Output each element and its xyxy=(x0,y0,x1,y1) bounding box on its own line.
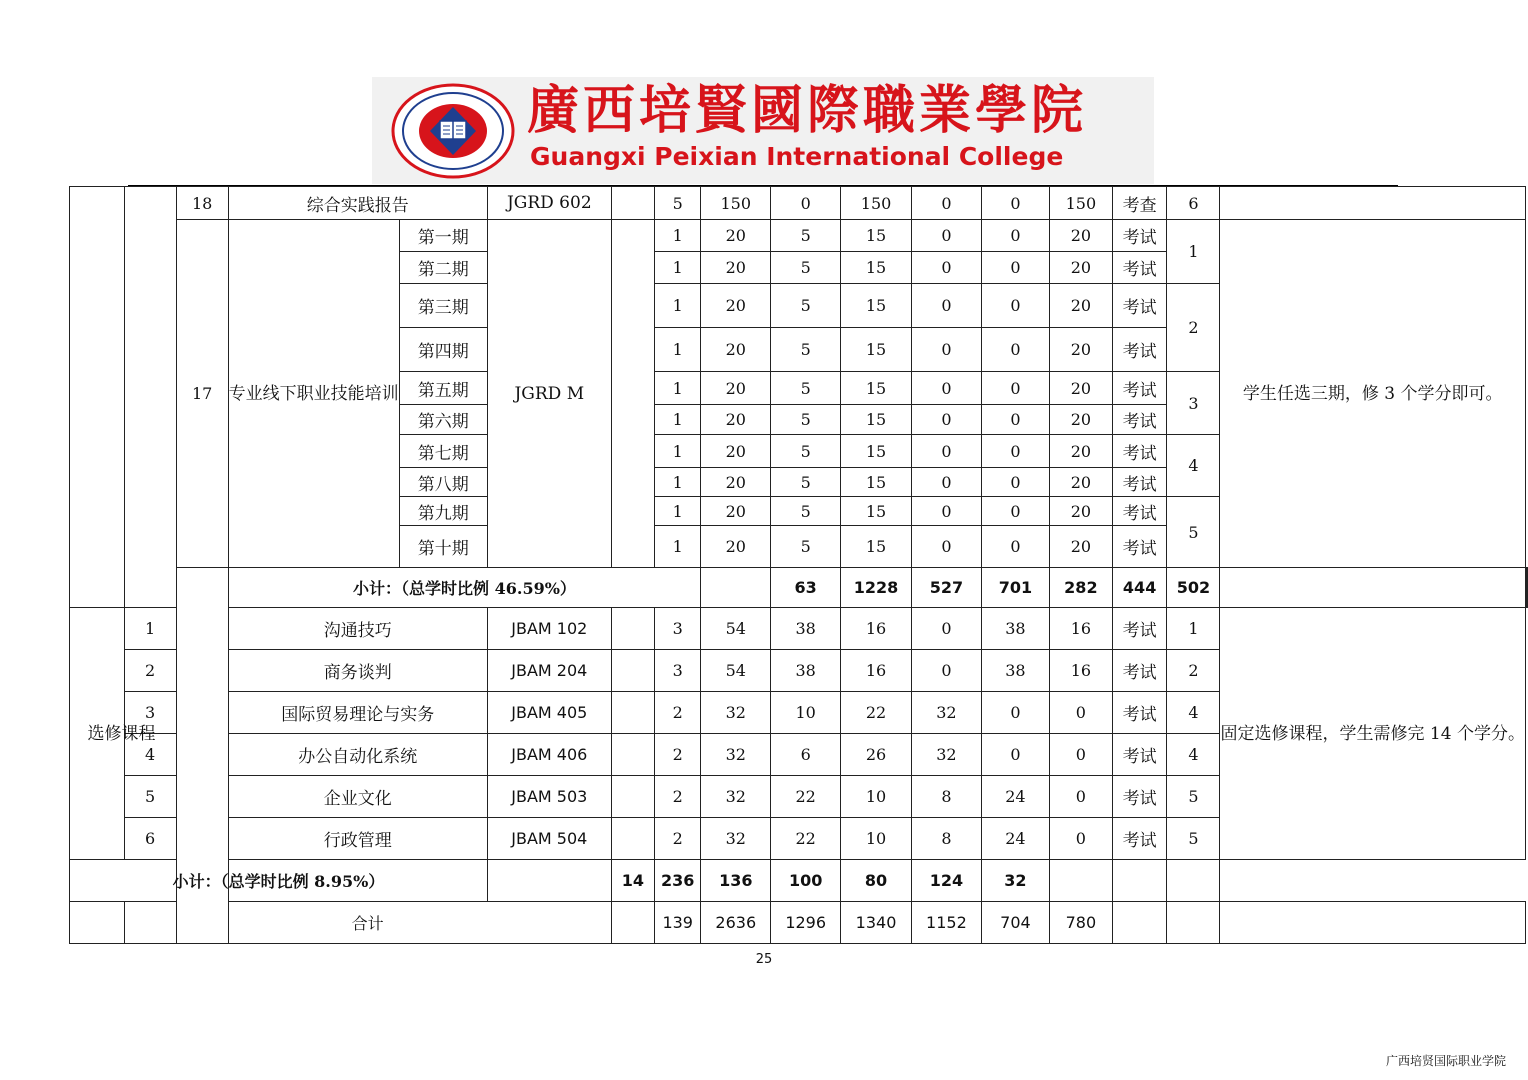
assessment-cell: 考查 xyxy=(1112,187,1167,220)
credits-cell: 2 xyxy=(655,776,701,818)
total-hours-cell: 150 xyxy=(701,187,771,220)
hours-c-cell: 0 xyxy=(911,220,981,252)
grand-total-label: 合计 xyxy=(124,902,611,944)
hours-c-cell: 8 xyxy=(911,818,981,860)
header-banner xyxy=(372,77,1154,184)
assessment-cell xyxy=(1049,860,1112,902)
note-cell xyxy=(1220,902,1526,944)
assessment-cell: 考试 xyxy=(1112,405,1167,435)
term-cell: 1 xyxy=(1167,608,1220,650)
assessment-cell: 考试 xyxy=(1112,468,1167,497)
hours-c-cell: 0 xyxy=(911,187,981,220)
subtotal-row xyxy=(70,568,1528,608)
hours-a-cell: 5 xyxy=(771,468,841,497)
course-name-cell: 商务谈判 xyxy=(228,650,487,692)
phase-label-cell: 第八期 xyxy=(399,468,487,497)
hours-e-cell: 32 xyxy=(981,860,1049,902)
blank-cell xyxy=(611,902,654,944)
assessment-cell: 考试 xyxy=(1112,252,1167,284)
blank-cell xyxy=(611,608,654,650)
course-code-cell: JGRD 602 xyxy=(487,187,611,220)
hours-a-cell: 5 xyxy=(771,252,841,284)
hours-c-cell: 1152 xyxy=(911,902,981,944)
hours-b-cell: 15 xyxy=(841,252,912,284)
hours-a-cell: 10 xyxy=(771,692,841,734)
assessment-cell: 考试 xyxy=(1112,776,1167,818)
assessment-cell: 考试 xyxy=(1112,497,1167,526)
hours-b-cell: 100 xyxy=(771,860,841,902)
page-number: 25 xyxy=(755,952,773,967)
hours-e-cell: 150 xyxy=(1049,187,1112,220)
blank-cell xyxy=(611,650,654,692)
hours-e-cell: 20 xyxy=(1049,405,1112,435)
hours-c-cell: 0 xyxy=(911,372,981,405)
term-cell xyxy=(1112,860,1167,902)
hours-d-cell: 444 xyxy=(1112,568,1167,608)
credits-cell: 1 xyxy=(655,328,701,372)
hours-a-cell: 136 xyxy=(701,860,771,902)
hours-b-cell: 15 xyxy=(841,405,912,435)
hours-d-cell: 704 xyxy=(981,902,1049,944)
hours-d-cell: 0 xyxy=(981,372,1049,405)
hours-e-cell: 0 xyxy=(1049,776,1112,818)
hours-d-cell: 0 xyxy=(981,497,1049,526)
term-cell: 4 xyxy=(1167,734,1220,776)
hours-c-cell: 0 xyxy=(911,328,981,372)
total-hours-cell: 20 xyxy=(701,328,771,372)
blank-cell xyxy=(487,860,611,902)
credits-cell: 63 xyxy=(771,568,841,608)
course-name-cell: 国际贸易理论与实务 xyxy=(228,692,487,734)
total-hours-cell: 32 xyxy=(701,818,771,860)
hours-a-cell: 527 xyxy=(911,568,981,608)
hours-d-cell: 24 xyxy=(981,818,1049,860)
assessment-cell xyxy=(1112,902,1167,944)
hours-c-cell: 80 xyxy=(841,860,912,902)
hours-a-cell: 22 xyxy=(771,776,841,818)
phase-label-cell: 第一期 xyxy=(399,220,487,252)
hours-b-cell: 15 xyxy=(841,497,912,526)
assessment-cell: 考试 xyxy=(1112,650,1167,692)
credits-cell: 1 xyxy=(655,435,701,468)
hours-b-cell: 1340 xyxy=(841,902,912,944)
blank-cell xyxy=(611,220,654,568)
outer-category-cell xyxy=(70,902,125,944)
hours-c-cell: 0 xyxy=(911,405,981,435)
credits-cell: 14 xyxy=(611,860,654,902)
blank-cell xyxy=(611,692,654,734)
hours-b-cell: 10 xyxy=(841,818,912,860)
hours-e-cell: 0 xyxy=(1049,734,1112,776)
hours-d-cell: 0 xyxy=(981,734,1049,776)
hours-e-cell: 0 xyxy=(1049,818,1112,860)
hours-a-cell: 0 xyxy=(771,187,841,220)
table-row xyxy=(70,608,1528,650)
hours-d-cell: 0 xyxy=(981,328,1049,372)
assessment-cell: 考试 xyxy=(1112,372,1167,405)
hours-e-cell: 20 xyxy=(1049,220,1112,252)
hours-c-cell: 32 xyxy=(911,734,981,776)
college-name-en: Guangxi Peixian International College xyxy=(530,142,1064,171)
seq-cell: 5 xyxy=(124,776,176,818)
term-cell xyxy=(1167,902,1220,944)
phase-label-cell: 第十期 xyxy=(399,526,487,568)
table-row xyxy=(70,187,1528,220)
term-cell: 1 xyxy=(1167,220,1220,284)
hours-d-cell: 0 xyxy=(981,284,1049,328)
hours-b-cell: 15 xyxy=(841,372,912,405)
hours-b-cell: 10 xyxy=(841,776,912,818)
phase-label-cell: 第六期 xyxy=(399,405,487,435)
blank-cell xyxy=(611,818,654,860)
course-name-cell: 专业线下职业技能培训 xyxy=(228,220,399,568)
course-code-cell: JBAM 504 xyxy=(487,818,611,860)
note-cell: 学生任选三期，修 3 个学分即可。 xyxy=(1220,220,1526,568)
assessment-cell: 考试 xyxy=(1112,608,1167,650)
phase-label-cell: 第二期 xyxy=(399,252,487,284)
hours-b-cell: 22 xyxy=(841,692,912,734)
hours-e-cell: 20 xyxy=(1049,252,1112,284)
total-hours-cell: 20 xyxy=(701,284,771,328)
hours-a-cell: 5 xyxy=(771,497,841,526)
credits-cell: 1 xyxy=(655,405,701,435)
credits-cell: 2 xyxy=(655,734,701,776)
phase-label-cell: 第九期 xyxy=(399,497,487,526)
curriculum-table xyxy=(69,186,1528,944)
total-hours-cell: 236 xyxy=(655,860,701,902)
hours-d-cell: 38 xyxy=(981,650,1049,692)
hours-d-cell: 0 xyxy=(981,220,1049,252)
credits-cell: 2 xyxy=(655,692,701,734)
seq-cell: 18 xyxy=(176,187,228,220)
seq-cell: 1 xyxy=(124,608,176,650)
hours-b-cell: 15 xyxy=(841,284,912,328)
hours-e-cell: 16 xyxy=(1049,650,1112,692)
assessment-cell: 考试 xyxy=(1112,818,1167,860)
phase-label-cell: 第三期 xyxy=(399,284,487,328)
hours-a-cell: 5 xyxy=(771,284,841,328)
credits-cell: 2 xyxy=(655,818,701,860)
total-hours-cell: 20 xyxy=(701,526,771,568)
hours-b-cell: 701 xyxy=(981,568,1049,608)
blank-cell xyxy=(611,187,654,220)
total-hours-cell: 54 xyxy=(701,608,771,650)
total-hours-cell: 20 xyxy=(701,405,771,435)
subtotal-label: 小计：（总学时比例 8.95%） xyxy=(70,860,488,902)
hours-a-cell: 5 xyxy=(771,405,841,435)
grand-total-row xyxy=(70,902,1528,944)
hours-b-cell: 15 xyxy=(841,220,912,252)
seq-cell: 3 xyxy=(124,692,176,734)
table-row xyxy=(70,220,1528,252)
credits-cell: 3 xyxy=(655,608,701,650)
hours-b-cell: 15 xyxy=(841,526,912,568)
course-code-cell: JBAM 102 xyxy=(487,608,611,650)
course-code-cell: JGRD M xyxy=(487,220,611,568)
assessment-cell: 考试 xyxy=(1112,734,1167,776)
hours-c-cell: 0 xyxy=(911,497,981,526)
hours-b-cell: 26 xyxy=(841,734,912,776)
hours-b-cell: 16 xyxy=(841,650,912,692)
hours-d-cell: 0 xyxy=(981,526,1049,568)
credits-cell: 5 xyxy=(655,187,701,220)
hours-c-cell: 0 xyxy=(911,526,981,568)
course-name-cell: 行政管理 xyxy=(228,818,487,860)
hours-d-cell: 0 xyxy=(981,692,1049,734)
course-name-cell: 沟通技巧 xyxy=(228,608,487,650)
assessment-cell: 考试 xyxy=(1112,435,1167,468)
total-hours-cell: 32 xyxy=(701,734,771,776)
assessment-cell xyxy=(1220,568,1526,608)
hours-c-cell: 0 xyxy=(911,284,981,328)
hours-a-cell: 5 xyxy=(771,526,841,568)
note-cell xyxy=(1220,187,1526,220)
term-cell: 2 xyxy=(1167,284,1220,372)
phase-label-cell: 第七期 xyxy=(399,435,487,468)
term-cell: 4 xyxy=(1167,692,1220,734)
hours-b-cell: 150 xyxy=(841,187,912,220)
hours-c-cell: 0 xyxy=(911,650,981,692)
total-hours-cell: 2636 xyxy=(701,902,771,944)
hours-e-cell: 20 xyxy=(1049,468,1112,497)
hours-a-cell: 38 xyxy=(771,650,841,692)
assessment-cell: 考试 xyxy=(1112,526,1167,568)
total-hours-cell: 20 xyxy=(701,497,771,526)
subtotal-label: 小计：（总学时比例 46.59%） xyxy=(228,568,701,608)
credits-cell: 1 xyxy=(655,468,701,497)
term-cell: 3 xyxy=(1167,372,1220,435)
hours-e-cell: 20 xyxy=(1049,435,1112,468)
seq-cell: 2 xyxy=(124,650,176,692)
elective-category-cell xyxy=(70,608,156,860)
term-cell: 5 xyxy=(1167,497,1220,568)
total-hours-cell: 20 xyxy=(701,220,771,252)
college-seal-logo xyxy=(390,83,516,179)
total-hours-cell: 20 xyxy=(701,468,771,497)
seq-cell: 6 xyxy=(124,818,176,860)
credits-cell: 1 xyxy=(655,497,701,526)
note-cell: 固定选修课程，学生需修完 14 个学分。 xyxy=(1220,608,1526,860)
credits-cell: 1 xyxy=(655,284,701,328)
credits-cell: 1 xyxy=(655,526,701,568)
credits-cell: 139 xyxy=(655,902,701,944)
hours-c-cell: 8 xyxy=(911,776,981,818)
note-cell xyxy=(1527,568,1528,608)
hours-a-cell: 5 xyxy=(771,435,841,468)
hours-e-cell: 16 xyxy=(1049,608,1112,650)
hours-c-cell: 282 xyxy=(1049,568,1112,608)
course-code-cell: JBAM 406 xyxy=(487,734,611,776)
assessment-cell: 考试 xyxy=(1112,220,1167,252)
seq-cell: 4 xyxy=(124,734,176,776)
hours-a-cell: 22 xyxy=(771,818,841,860)
hours-e-cell: 20 xyxy=(1049,372,1112,405)
course-name-cell: 综合实践报告 xyxy=(228,187,487,220)
term-cell: 5 xyxy=(1167,776,1220,818)
phase-label-cell: 第四期 xyxy=(399,328,487,372)
hours-b-cell: 15 xyxy=(841,468,912,497)
hours-a-cell: 5 xyxy=(771,328,841,372)
total-hours-cell: 20 xyxy=(701,252,771,284)
footer-org-name: 广西培贤国际职业学院 xyxy=(1385,1054,1506,1068)
term-cell: 6 xyxy=(1167,187,1220,220)
hours-d-cell: 0 xyxy=(981,435,1049,468)
total-hours-cell: 54 xyxy=(701,650,771,692)
assessment-cell: 考试 xyxy=(1112,328,1167,372)
hours-d-cell: 0 xyxy=(981,187,1049,220)
total-hours-cell: 32 xyxy=(701,692,771,734)
hours-e-cell: 20 xyxy=(1049,526,1112,568)
course-name-cell: 企业文化 xyxy=(228,776,487,818)
term-cell: 5 xyxy=(1167,818,1220,860)
hours-e-cell: 0 xyxy=(1049,692,1112,734)
hours-c-cell: 0 xyxy=(911,468,981,497)
elective-category-label: 选修课程 xyxy=(87,723,156,744)
phase-label-cell: 第五期 xyxy=(399,372,487,405)
hours-b-cell: 16 xyxy=(841,608,912,650)
blank-cell xyxy=(611,776,654,818)
hours-d-cell: 0 xyxy=(981,468,1049,497)
credits-cell: 1 xyxy=(655,372,701,405)
course-code-cell: JBAM 503 xyxy=(487,776,611,818)
sub-category-cell xyxy=(124,187,176,608)
hours-a-cell: 6 xyxy=(771,734,841,776)
hours-a-cell: 5 xyxy=(771,220,841,252)
total-hours-cell: 20 xyxy=(701,372,771,405)
hours-e-cell: 20 xyxy=(1049,328,1112,372)
assessment-cell: 考试 xyxy=(1112,692,1167,734)
hours-c-cell: 0 xyxy=(911,608,981,650)
hours-e-cell: 502 xyxy=(1167,568,1220,608)
hours-a-cell: 1296 xyxy=(771,902,841,944)
total-hours-cell: 32 xyxy=(701,776,771,818)
hours-c-cell: 0 xyxy=(911,252,981,284)
term-cell: 2 xyxy=(1167,650,1220,692)
hours-c-cell: 32 xyxy=(911,692,981,734)
hours-a-cell: 38 xyxy=(771,608,841,650)
hours-e-cell: 20 xyxy=(1049,284,1112,328)
hours-d-cell: 0 xyxy=(981,405,1049,435)
course-code-cell: JBAM 405 xyxy=(487,692,611,734)
college-name-cn: 廣西培賢國際職業學院 xyxy=(527,80,1088,141)
course-name-cell: 办公自动化系统 xyxy=(228,734,487,776)
hours-e-cell: 20 xyxy=(1049,497,1112,526)
term-cell: 4 xyxy=(1167,435,1220,497)
hours-d-cell: 124 xyxy=(911,860,981,902)
hours-a-cell: 5 xyxy=(771,372,841,405)
hours-d-cell: 0 xyxy=(981,252,1049,284)
note-cell xyxy=(1167,860,1220,902)
credits-cell: 1 xyxy=(655,252,701,284)
credits-cell: 1 xyxy=(655,220,701,252)
hours-d-cell: 24 xyxy=(981,776,1049,818)
subtotal-row xyxy=(70,860,1528,902)
assessment-cell: 考试 xyxy=(1112,284,1167,328)
hours-e-cell: 780 xyxy=(1049,902,1112,944)
total-hours-cell: 20 xyxy=(701,435,771,468)
total-hours-cell: 1228 xyxy=(841,568,912,608)
hours-c-cell: 0 xyxy=(911,435,981,468)
hours-d-cell: 38 xyxy=(981,608,1049,650)
blank-cell xyxy=(611,734,654,776)
course-code-cell: JBAM 204 xyxy=(487,650,611,692)
seq-cell: 17 xyxy=(176,220,228,568)
hours-b-cell: 15 xyxy=(841,435,912,468)
outer-category-cell xyxy=(70,187,125,608)
blank-cell xyxy=(701,568,771,608)
hours-b-cell: 15 xyxy=(841,328,912,372)
credits-cell: 3 xyxy=(655,650,701,692)
